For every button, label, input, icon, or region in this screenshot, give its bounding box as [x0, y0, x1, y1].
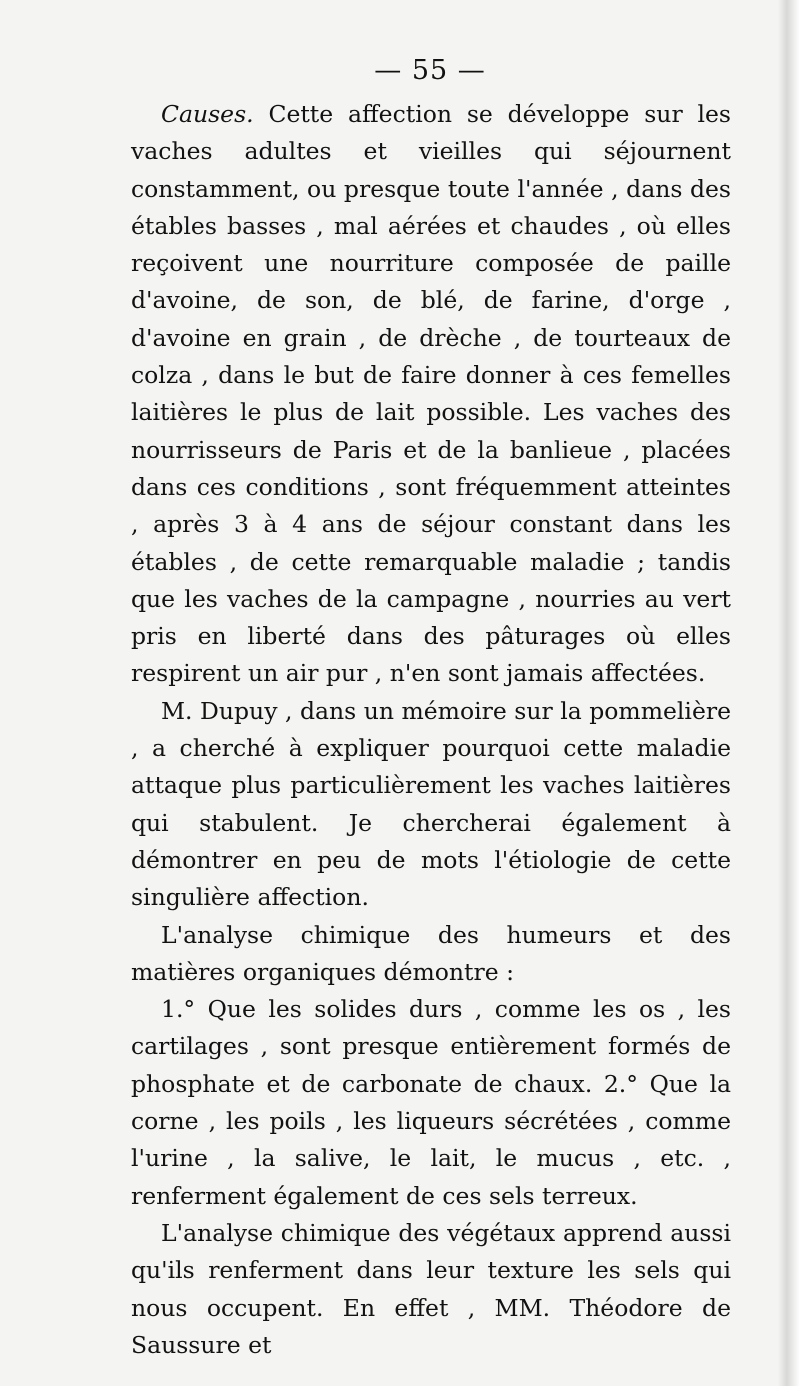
causes-heading: Causes. [161, 100, 254, 128]
page-edge [778, 0, 800, 1386]
body-text [131, 96, 731, 1364]
paragraph-analysis: L'analyse chimique des humeurs et des matières organiques démontre : [131, 920, 731, 986]
paragraph-vegetables: L'analyse chimique des végétaux apprend aussi qu'ils renferment dans leur texture les sels qui nous occupent. En effet , MM. Théodore de Saussure et [131, 1218, 731, 1359]
page-number: — 55 — [374, 55, 486, 86]
paragraph-solids: 1.° Que les solides durs , comme les os , les cartilages , sont presque entièrement formés de phosphate et de carbonate de chaux. 2.° Que la corne , les poils , les liqueurs sécrétées , comme l'urine , la salive, le lait, le mucus , etc. , renferment également de ces sels terreux. [131, 995, 731, 1210]
paragraph-dupuy: M. Dupuy , dans un mémoire sur la pommelière , a cherché à expliquer pourquoi cette maladie attaque plus particulièrement les vaches laitières qui stabulent. Je chercherai également à démontrer en peu de mots l'étiologie de cette singulière affection. [131, 696, 731, 912]
paragraph-text: Cette affection se développe sur les vaches adultes et vieilles qui séjournent constamment, ou presque toute l'année , dans des étables basses , mal aérées et chaudes , où elles reçoivent une nourriture composée de paille d'avoine, de son, de blé, de farine, d'orge , d'avoine en grain , de drèche , de tourteaux de colza , dans le but de faire donner à ces femelles laitières le plus de lait possible. Les vaches des nourrisseurs de Paris et de la banlieue , placées dans ces conditions , sont fréquemment atteintes , après 3 à 4 ans de séjour constant dans les étables , de cette remarquable maladie ; tandis que les vaches de la campagne , nourries au vert pris en liberté dans des pâturages où elles respirent un air pur , n'en sont jamais affectées. [131, 100, 731, 688]
paragraph-causes [131, 96, 731, 693]
